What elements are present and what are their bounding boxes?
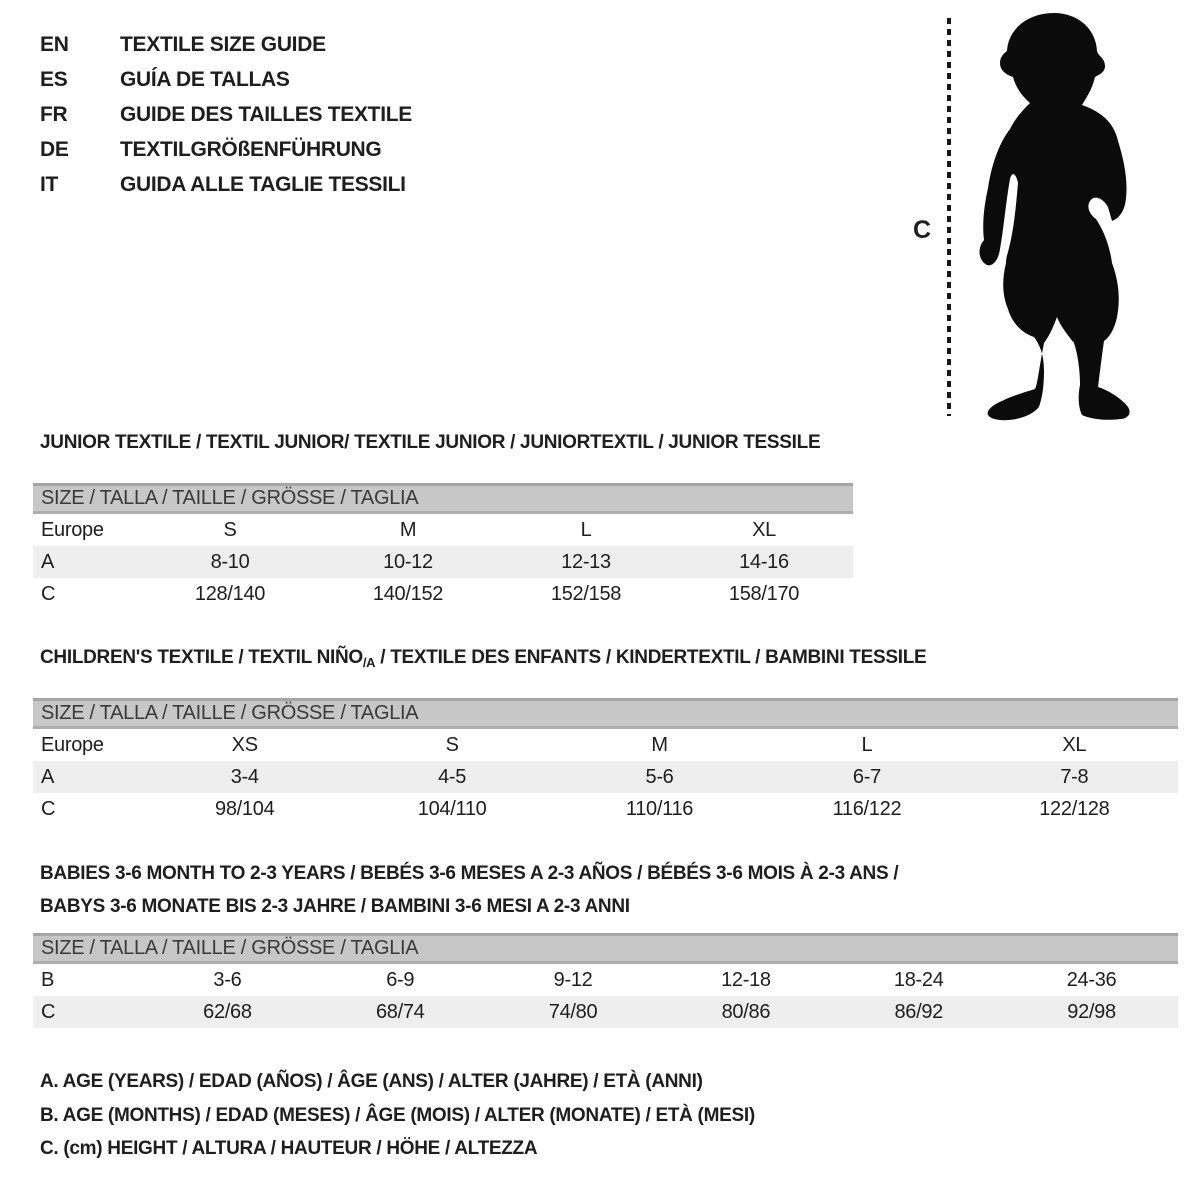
junior-size-m: M (399, 518, 417, 541)
babies-height-row-label: C (41, 1000, 56, 1023)
lang-code-fr: FR (40, 102, 68, 126)
children-age-row-label: A (41, 765, 55, 788)
babies-months-value: 3-6 (213, 968, 242, 991)
junior-section-title: JUNIOR TEXTILE / TEXTIL JUNIOR/ TEXTILE JUNIOR / JUNIORTEXTIL / JUNIOR TESSILE (40, 432, 821, 453)
babies-size-header-text: SIZE / TALLA / TAILLE / GRÖSSE / TAGLIA (41, 937, 419, 959)
babies-section-title (33, 857, 1178, 923)
section-babies (33, 857, 1178, 1028)
babies-height-value: 68/74 (375, 1000, 425, 1023)
junior-size-header-bar (33, 483, 853, 514)
babies-height-value: 62/68 (203, 1000, 252, 1023)
children-title-part: CHILDREN'S TEXTILE / TEXTIL NIÑO (40, 647, 363, 668)
children-age-value: 4-5 (438, 765, 467, 788)
children-title-subscript: /A (362, 655, 376, 670)
section-children (33, 645, 1178, 825)
babies-months-value: 9-12 (553, 968, 593, 991)
lang-title-es: GUÍA DE TALLAS (120, 67, 290, 91)
children-height-value: 110/116 (625, 797, 694, 820)
children-height-value: 104/110 (417, 797, 487, 820)
babies-height-row (33, 996, 1178, 1028)
toddler-silhouette-icon (962, 10, 1142, 424)
legend-block (40, 1065, 755, 1166)
legend-line-a: A. AGE (YEARS) / EDAD (AÑOS) / ÂGE (ANS) / ALTER (JAHRE) / ETÀ (ANNI) (40, 1071, 703, 1092)
babies-height-value: 74/80 (548, 1000, 598, 1023)
junior-height-row-label: C (41, 582, 56, 605)
children-age-row (33, 761, 1178, 793)
babies-months-row-label: B (41, 968, 55, 991)
height-dashed-line (947, 18, 951, 416)
children-europe-label: Europe (41, 733, 104, 756)
lang-row-fr (40, 97, 412, 132)
junior-age-value: 10-12 (383, 550, 433, 573)
lang-code-de: DE (40, 137, 69, 161)
children-size-xs: XS (231, 733, 258, 756)
babies-height-value: 92/98 (1067, 1000, 1116, 1023)
junior-size-s: S (223, 518, 237, 541)
junior-age-row (33, 546, 853, 578)
tables-column (33, 430, 1178, 1028)
children-section-title (33, 645, 1178, 676)
children-size-l: L (861, 733, 873, 756)
babies-months-row (33, 964, 1178, 996)
section-junior (33, 430, 853, 610)
babies-title-line2: BABYS 3-6 MONATE BIS 2-3 JAHRE / BAMBINI 3-6 MESI A 2-3 ANNI (40, 896, 630, 917)
junior-size-header-text: SIZE / TALLA / TAILLE / GRÖSSE / TAGLIA (41, 487, 419, 509)
lang-row-en (40, 27, 412, 62)
babies-months-value: 6-9 (386, 968, 415, 991)
lang-row-es (40, 62, 412, 97)
lang-title-en: TEXTILE SIZE GUIDE (120, 32, 326, 56)
lang-row-it (40, 167, 412, 202)
junior-sizes-row (33, 514, 853, 546)
children-height-row (33, 793, 1178, 825)
children-title-part: / TEXTILE DES ENFANTS / KINDERTEXTIL / BAMBINI TESSILE (375, 647, 927, 668)
babies-size-header-bar (33, 933, 1178, 964)
lang-code-es: ES (40, 67, 68, 91)
height-marker-label: C (913, 216, 932, 244)
children-size-xl: XL (1062, 733, 1087, 756)
junior-height-value: 158/170 (728, 582, 800, 605)
junior-height-value: 128/140 (194, 582, 266, 605)
lang-title-it: GUIDA ALLE TAGLIE TESSILI (120, 172, 406, 196)
junior-height-value: 152/158 (550, 582, 622, 605)
lang-title-de: TEXTILGRÖßENFÜHRUNG (120, 137, 382, 161)
children-height-value: 98/104 (215, 797, 275, 820)
junior-europe-label: Europe (41, 518, 104, 541)
junior-size-l: L (580, 518, 592, 541)
children-age-value: 5-6 (645, 765, 674, 788)
junior-age-value: 8-10 (210, 550, 250, 573)
babies-height-value: 86/92 (894, 1000, 943, 1023)
children-size-header-text: SIZE / TALLA / TAILLE / GRÖSSE / TAGLIA (41, 702, 419, 724)
babies-months-value: 12-18 (721, 968, 771, 991)
legend-line-b: B. AGE (MONTHS) / EDAD (MESES) / ÂGE (MOIS) / ALTER (MONATE) / ETÀ (MESI) (40, 1104, 755, 1126)
children-age-value: 3-4 (230, 765, 259, 788)
junior-age-value: 12-13 (561, 550, 611, 573)
lang-code-it: IT (40, 172, 59, 196)
babies-months-value: 18-24 (893, 968, 944, 991)
junior-height-value: 140/152 (372, 582, 444, 605)
children-height-row-label: C (41, 797, 56, 820)
children-size-m: M (651, 733, 668, 756)
children-age-value: 6-7 (852, 765, 881, 788)
babies-months-value: 24-36 (1066, 968, 1117, 991)
junior-age-value: 14-16 (739, 550, 789, 573)
children-size-header-bar (33, 698, 1178, 729)
junior-age-row-label: A (41, 550, 55, 573)
children-age-value: 7-8 (1060, 765, 1089, 788)
junior-size-xl: XL (752, 518, 776, 541)
lang-code-en: EN (40, 32, 69, 56)
lang-title-fr: GUIDE DES TAILLES TEXTILE (120, 102, 412, 126)
children-size-s: S (445, 733, 459, 756)
babies-title-line1: BABIES 3-6 MONTH TO 2-3 YEARS / BEBÉS 3-6 MESES A 2-3 AÑOS / BÉBÉS 3-6 MOIS À 2-3 ANS / (40, 863, 899, 884)
babies-height-value: 80/86 (721, 1000, 771, 1023)
lang-row-de (40, 132, 412, 167)
legend-line-c: C. (cm) HEIGHT / ALTURA / HAUTEUR / HÖHE / ALTEZZA (40, 1138, 538, 1159)
children-sizes-row (33, 729, 1178, 761)
language-title-block (40, 27, 412, 202)
children-height-value: 122/128 (1039, 797, 1110, 820)
junior-height-row (33, 578, 853, 610)
children-height-value: 116/122 (832, 797, 902, 820)
